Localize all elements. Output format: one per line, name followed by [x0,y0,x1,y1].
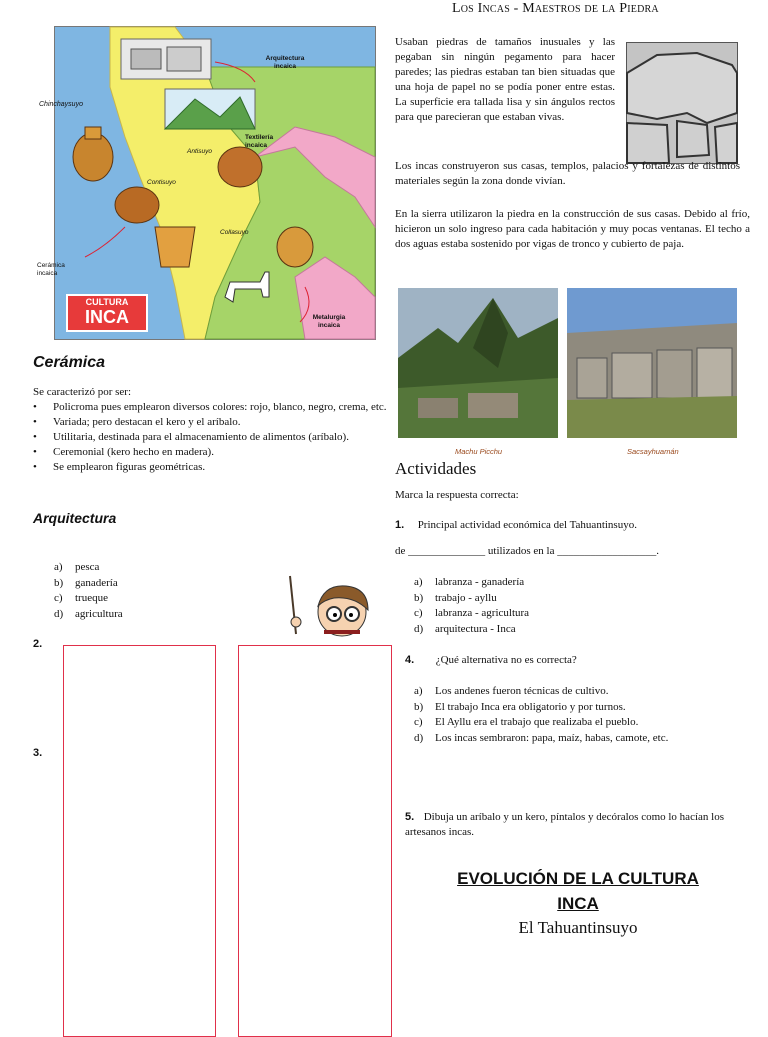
map-logo-line2: INCA [85,307,129,327]
map-label-metalurgia: Metalurgia incaica [312,314,346,329]
question-4-options [414,684,668,746]
drawing-box-aribalo[interactable] [63,645,216,1037]
map-label-collasuyo: Collasuyo [220,229,249,236]
ceramica-heading: Cerámica [33,354,106,371]
option-b[interactable]: b) ganadería [54,576,118,589]
option-d[interactable]: d) agricultura [54,607,123,620]
map-label-contisuyo: Contisuyo [147,179,176,186]
photo-sacsayhuaman [567,288,737,438]
left-question-3-number: 3. [33,747,43,759]
option-c[interactable]: c) El Ayllu era el trabajo que realizaba el pueblo. [414,716,639,728]
photo-machu-picchu [398,288,558,438]
evolucion-title-line1: EVOLUCIÓN DE LA CULTURA [457,869,699,888]
option-d[interactable]: d) arquitectura - Inca [414,622,516,635]
fill-in-line[interactable]: de ______________ utilizados en la __________________. [395,545,659,557]
ceramica-bullets [33,400,389,475]
question-5 [405,810,751,840]
question-1-number: 1. [395,519,405,531]
option-a[interactable]: a) Los andenes fueron técnicas de cultivo. [414,685,609,697]
machu-picchu-drawing [398,288,558,438]
actividades-heading: Actividades [395,459,477,478]
map-label-arquitectura: Arquitectura incaica [265,55,305,70]
stone-wall-image [626,42,738,164]
option-a[interactable]: a) pesca [54,561,100,573]
map-illustration [55,27,375,339]
caption-machu-picchu: Machu Picchu [455,447,503,456]
page-title: Los Incas - Maestros de la Piedra [452,1,659,16]
arquitectura-heading: Arquitectura [33,510,117,526]
option-b[interactable]: b) El trabajo Inca era obligatorio y por turnos. [414,700,626,713]
intro-paragraph-3-text: En la sierra utilizaron la piedra en la construcción de sus casas. Debido al frío, hicieron un solo ingreso para cada habitación y muy pocas ventanas. El techo a dos aguas estaba sostenido por vigas de tronco y cubierto de paja. [395,208,750,250]
question-4-number: 4. [405,654,415,666]
question-4 [405,654,577,666]
option-d[interactable]: d) Los incas sembraron: papa, maíz, habas, camote, etc. [414,731,669,744]
question-1-text: Principal actividad económica del Tahuantinsuyo. [417,519,637,531]
sacsayhuaman-drawing [567,288,737,438]
evolucion-title-line2: INCA [557,894,599,913]
cartoon-boy-drawing [284,576,374,634]
option-c[interactable]: c) trueque [54,592,108,604]
question-4-text: ¿Qué alternativa no es correcta? [435,654,577,666]
left-question-2-number: 2. [33,638,43,650]
map-label-textileria: Textilería incaica [245,134,274,149]
inca-map [37,26,376,340]
list-item: • Policroma pues emplearon diversos colores: rojo, blanco, negro, crema, etc. [53,400,389,415]
list-item: • Se emplearon figuras geométricas. [53,460,389,475]
list-item: • Utilitaria, destinada para el almacenamiento de alimentos (aríbalo). [53,430,389,445]
list-item: • Ceremonial (kero hecho en madera). [53,445,389,460]
intro-paragraph-3 [395,207,750,252]
question-5-text: Dibuja un aríbalo y un kero, píntalos y decóralos como lo hacían los artesanos incas. [405,811,724,838]
actividades-instruction: Marca la respuesta correcta: [395,489,519,501]
ceramica-list [33,400,389,475]
option-b[interactable]: b) trabajo - ayllu [414,591,497,604]
option-c[interactable]: c) labranza - agricultura [414,607,530,619]
option-a[interactable]: a) labranza - ganadería [414,576,525,588]
list-item: • Variada; pero destacan el kero y el aríbalo. [53,415,389,430]
map-label-antisuyo: Antisuyo [187,148,212,155]
intro-paragraph-2: Los incas construyeron sus casas, templos, palacios y fortalezas de distintos materiales según la zona donde vivían. [395,160,740,187]
cartoon-boy-illustration [284,576,374,634]
map-label-chinchaysuyo: Chinchaysuyo [39,101,83,108]
question-5-number: 5. [405,811,415,823]
question-1 [395,519,637,531]
question-options [414,575,529,637]
ceramica-intro: Se caracterizó por ser: [33,386,132,398]
map-label-ceramica: Cerámica incaica [37,262,65,277]
evolucion-subtitle: El Tahuantinsuyo [518,918,638,937]
drawing-box-kero[interactable] [238,645,392,1037]
caption-sacsayhuaman: Sacsayhuamán [627,447,679,456]
left-options [54,560,123,622]
map-logo-line1: CULTURA [85,297,129,307]
stone-wall-drawing [627,43,737,163]
intro-paragraph-1: Usaban piedras de tamaños inusuales y las pegaban sin ningún pegamento para hacer paredes; las piedras estaban tan bien situadas que una hoja de papel no se podía poner entre estas. La superficie era tallada lisa y sin ángulos rectos para que parecieran que estaban vivas. [395,36,615,123]
